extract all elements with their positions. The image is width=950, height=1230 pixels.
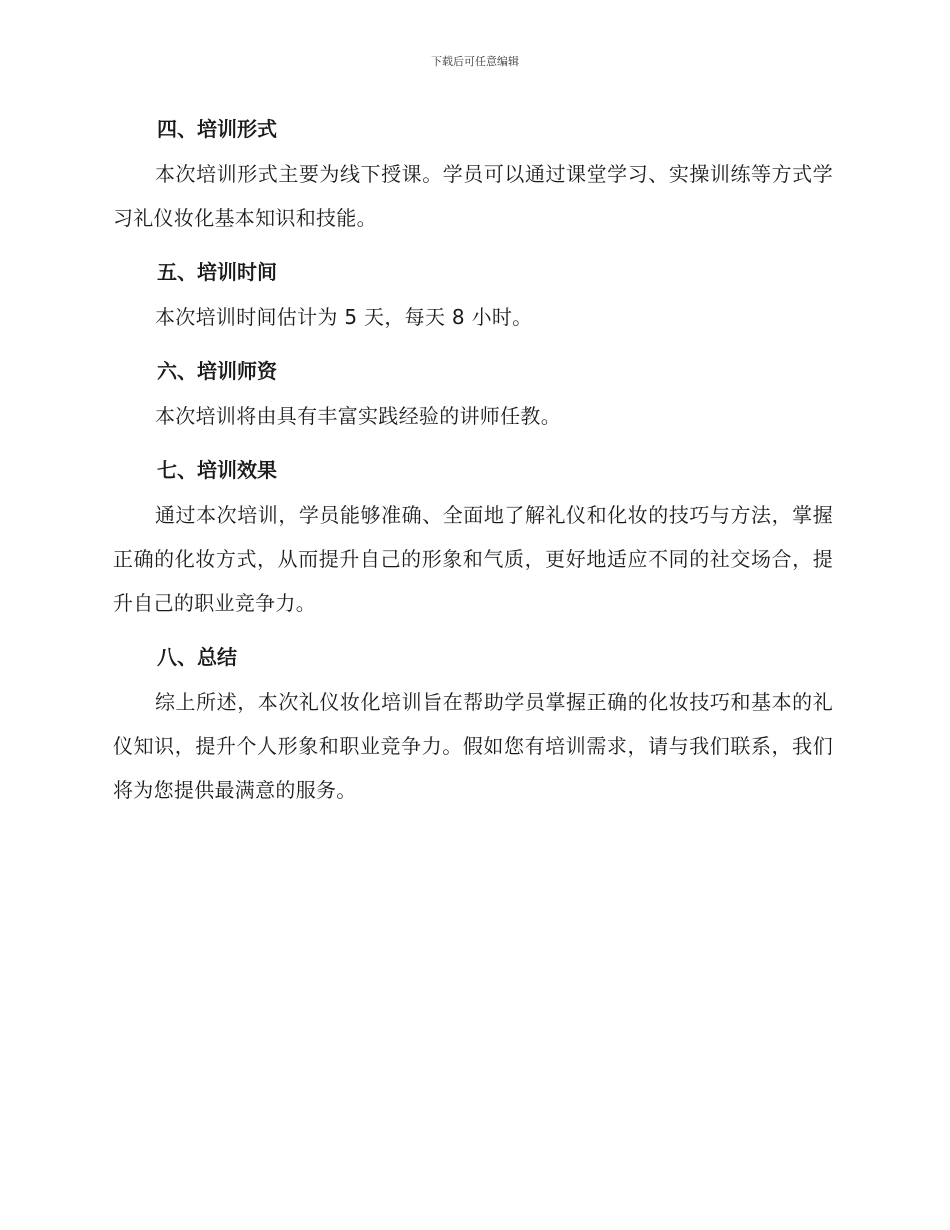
section-title: 六、培训师资: [157, 359, 277, 383]
section-title: 八、总结: [157, 645, 237, 669]
section-training-format: [113, 106, 833, 240]
page-header: 下载后可任意编辑: [431, 55, 519, 68]
section-training-outcome: [113, 447, 833, 625]
document-body: [113, 106, 833, 821]
section-title: 七、培训效果: [157, 458, 277, 482]
section-training-faculty: [113, 348, 833, 438]
section-paragraph: 本次培训时间估计为 5 天，每天 8 小时。: [155, 305, 533, 329]
section-paragraph: 综上所述，本次礼仪妆化培训旨在帮助学员掌握正确的化妆技巧和基本的礼仪知识，提升个人形象和职业竞争力。假如您有培训需求，请与我们联系，我们将为您提供最满意的服务。: [113, 690, 833, 802]
section-title: 四、培训形式: [157, 117, 277, 141]
section-paragraph: 通过本次培训，学员能够准确、全面地了解礼仪和化妆的技巧与方法，掌握正确的化妆方式，从而提升自己的形象和气质，更好地适应不同的社交场合，提升自己的职业竞争力。: [113, 503, 833, 615]
section-paragraph: 本次培训形式主要为线下授课。学员可以通过课堂学习、实操训练等方式学习礼仪妆化基本知识和技能。: [113, 162, 833, 230]
section-summary: [113, 634, 833, 812]
section-training-time: [113, 249, 833, 339]
section-title: 五、培训时间: [157, 260, 277, 284]
section-paragraph: 本次培训将由具有丰富实践经验的讲师任教。: [155, 404, 561, 428]
